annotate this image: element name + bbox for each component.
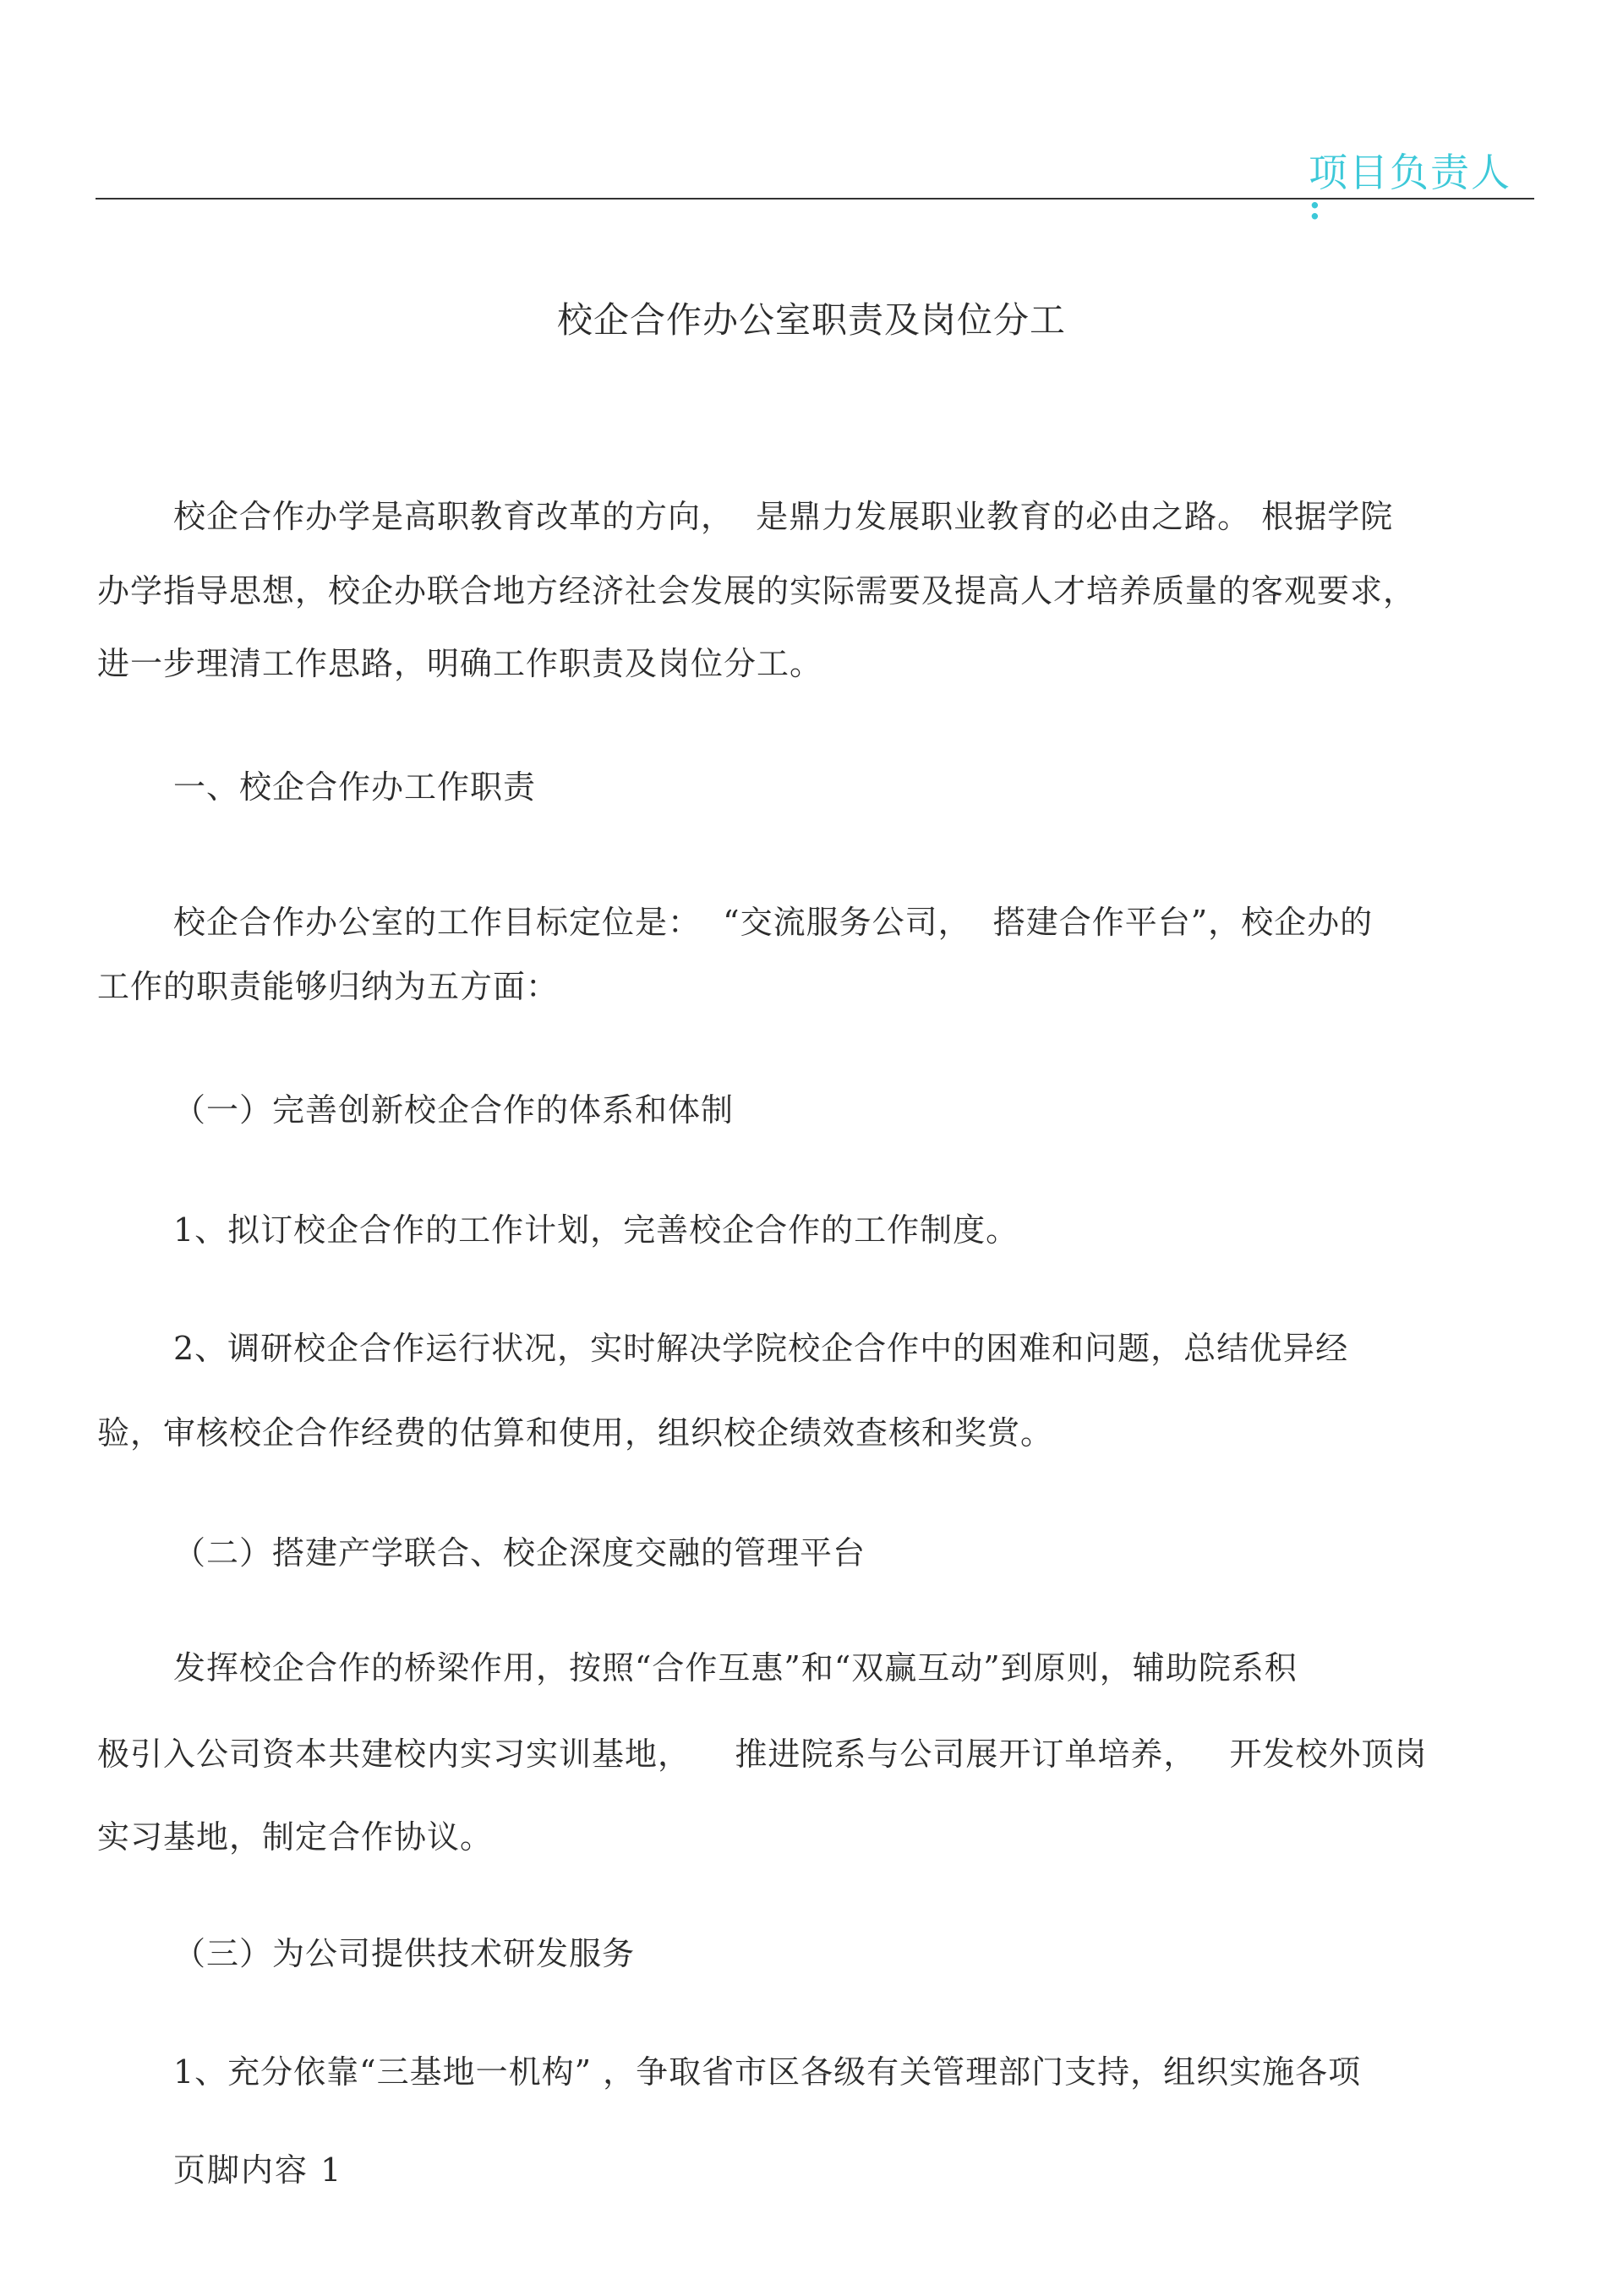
body-line: 验，审核校企合作经费的估算和使用，组织校企绩效查核和奖赏。 xyxy=(97,1414,1054,1451)
subsection-heading: （二）搭建产学联合、校企深度交融的管理平台 xyxy=(173,1534,866,1572)
body-line: 校企合作办公室的工作目标定位是： “交流服务公司， 搭建合作平台”，校企办的 xyxy=(173,904,1374,941)
body-line: 校企合作办学是高职教育改革的方向， 是鼎力发展职业教育的必由之路。 根据学院 xyxy=(173,498,1394,535)
body-line: 进一步理清工作思路，明确工作职责及岗位分工。 xyxy=(97,645,823,682)
list-item: 2、调研校企合作运行状况，实时解决学院校企合作中的困难和问题，总结优异经 xyxy=(173,1330,1349,1367)
page-footer: 页脚内容 1 xyxy=(173,2151,343,2189)
document-title: 校企合作办公室职责及岗位分工 xyxy=(556,299,1066,341)
list-item: 1、拟订校企合作的工作计划，完善校企合作的工作制度。 xyxy=(173,1211,1019,1249)
body-line: 发挥校企合作的桥梁作用，按照“合作互惠”和“双赢互动”到原则，辅助院系积 xyxy=(173,1649,1298,1686)
body-line: 办学指导思想，校企办联合地方经济社会发展的实际需要及提高人才培养质量的客观要求， xyxy=(97,572,1417,610)
list-item: 1、充分依靠“三基地一机构” ，争取省市区各级有关管理部门支持，组织实施各项 xyxy=(173,2053,1362,2091)
header-label: 项目负责人 xyxy=(1309,150,1511,195)
header-divider xyxy=(96,198,1534,200)
body-line: 极引入公司资本共建校内实习实训基地， 推进院系与公司展开订单培养， 开发校外顶岗 xyxy=(97,1736,1428,1773)
subsection-heading: （一）完善创新校企合作的体系和体制 xyxy=(173,1091,735,1129)
body-line: 实习基地，制定合作协议。 xyxy=(97,1818,494,1856)
section-heading: 一、校企合作办工作职责 xyxy=(173,768,537,806)
subsection-heading: （三）为公司提供技术研发服务 xyxy=(173,1935,636,1972)
body-line: 工作的职责能够归纳为五方面： xyxy=(97,968,560,1005)
header-colon: : xyxy=(1309,188,1321,227)
